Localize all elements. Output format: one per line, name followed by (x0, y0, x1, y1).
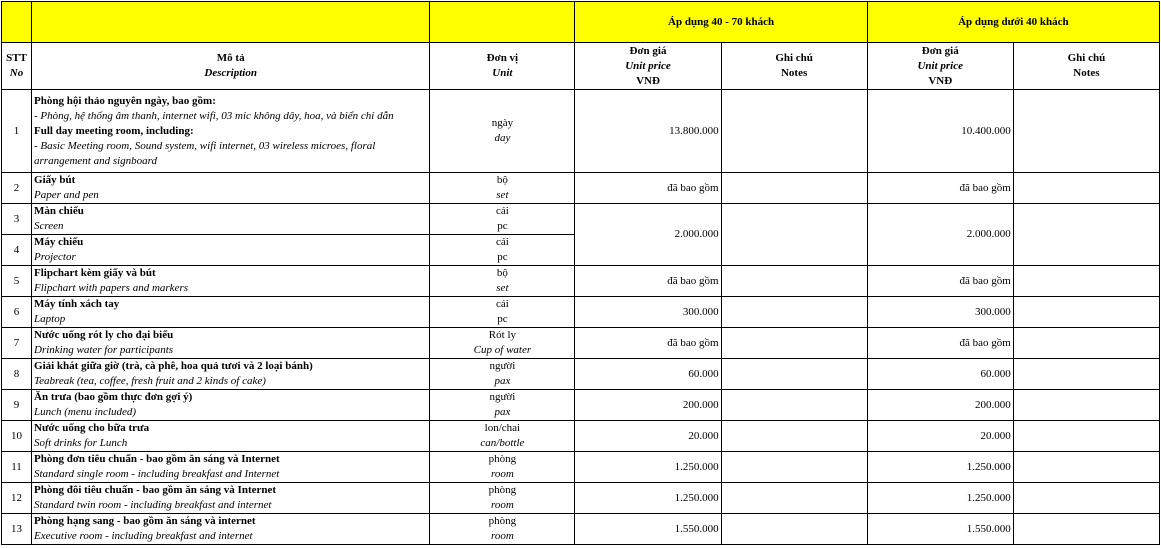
row-price-under-40: 300.000 (867, 297, 1013, 328)
row-number: 2 (2, 173, 32, 204)
row-price-40-70: 300.000 (575, 297, 721, 328)
row-notes-40-70 (721, 483, 867, 514)
row-description (32, 421, 430, 452)
row-price-40-70: 1.550.000 (575, 514, 721, 545)
header-blank-unit (430, 2, 575, 43)
row-description (32, 173, 430, 204)
row-unit (430, 390, 575, 421)
row-number: 12 (2, 483, 32, 514)
description-en: Lunch (menu included) (34, 406, 137, 418)
unitprice-label: Unit price (625, 59, 671, 72)
unit-vn: cái (495, 298, 509, 310)
row-description (32, 359, 430, 390)
row-unit (430, 90, 575, 173)
description-vn: Phòng đơn tiêu chuẩn - bao gồm ăn sáng và Internet (34, 453, 280, 465)
description-en: Standard single room - including breakfast and Internet (34, 468, 280, 480)
unit-en: pc (497, 313, 508, 325)
unit-label: Unit (492, 67, 513, 79)
vnd-label: VNĐ (636, 74, 660, 87)
row-notes-under-40 (1013, 514, 1159, 545)
row-description (32, 266, 430, 297)
unit-en: pc (497, 220, 508, 232)
price-table (1, 1, 1160, 545)
description-vn: Giấy bút (34, 174, 76, 186)
description-en: Soft drinks for Lunch (34, 437, 128, 449)
row-number: 11 (2, 452, 32, 483)
ghichu-label: Ghi chú (775, 52, 813, 64)
row-price-under-40: 1.250.000 (867, 483, 1013, 514)
row-notes-under-40 (1013, 173, 1159, 204)
row-price-under-40: đã bao gồm (867, 328, 1013, 359)
row-unit (430, 514, 575, 545)
row-price-40-70: đã bao gồm (575, 266, 721, 297)
ghichu-label: Ghi chú (1067, 52, 1106, 64)
row-number: 7 (2, 328, 32, 359)
column-header-unit (430, 43, 575, 90)
table-row (2, 297, 1160, 328)
row-unit (430, 421, 575, 452)
table-row (2, 328, 1160, 359)
row-notes-40-70 (721, 390, 867, 421)
row-notes-40-70 (721, 328, 867, 359)
row-notes-under-40 (1013, 266, 1159, 297)
row-price-under-40: 1.250.000 (867, 452, 1013, 483)
donvi-label: Đơn vị (486, 52, 519, 64)
row-number: 3 (2, 204, 32, 235)
row-notes-40-70 (721, 173, 867, 204)
column-header-unit-price-1 (575, 43, 721, 90)
unit-en: set (496, 282, 509, 294)
unit-en: Cup of water (473, 344, 532, 356)
no-label: No (9, 67, 24, 79)
description-en: Screen (34, 220, 64, 232)
row-price-40-70: đã bao gồm (575, 328, 721, 359)
row-price-40-70: 1.250.000 (575, 483, 721, 514)
table-row (2, 204, 1160, 235)
unit-en: day (494, 132, 511, 144)
merged-notes-under-40 (1013, 204, 1159, 266)
row-unit (430, 483, 575, 514)
row-description (32, 90, 430, 173)
table-row (2, 173, 1160, 204)
row-notes-40-70 (721, 452, 867, 483)
mota-label: Mô tả (216, 52, 245, 64)
row-number: 6 (2, 297, 32, 328)
row-price-40-70: 60.000 (575, 359, 721, 390)
table-row (2, 514, 1160, 545)
row-notes-40-70 (721, 359, 867, 390)
row-description (32, 204, 430, 235)
row-number: 1 (2, 90, 32, 173)
unit-vn: Rót ly (488, 329, 516, 341)
row-unit (430, 328, 575, 359)
unit-vn: người (489, 391, 516, 403)
description-en: Teabreak (tea, coffee, fresh fruit and 2 kinds of cake) (34, 375, 266, 387)
description-en: Standard twin room - including breakfast and internet (34, 499, 272, 511)
row-price-40-70: đã bao gồm (575, 173, 721, 204)
row-notes-40-70 (721, 421, 867, 452)
table-row (2, 483, 1160, 514)
unit-vn: người (489, 360, 516, 372)
table-row (2, 452, 1160, 483)
row-unit (430, 297, 575, 328)
dongia-label: Đơn giá (921, 44, 959, 57)
vnd-label: VNĐ (928, 74, 953, 87)
row-price-under-40: 200.000 (867, 390, 1013, 421)
group-header-40-70: Áp dụng 40 - 70 khách (575, 2, 867, 43)
row-notes-under-40 (1013, 452, 1159, 483)
table-row (2, 421, 1160, 452)
unit-en: set (496, 189, 509, 201)
description-en-title: Full day meeting room, including: (34, 124, 194, 137)
row-number: 8 (2, 359, 32, 390)
dongia-label: Đơn giá (629, 44, 667, 57)
row-notes-under-40 (1013, 90, 1159, 173)
header-blank-stt (2, 2, 32, 43)
description-en: Laptop (34, 313, 66, 325)
merged-price-under-40: 2.000.000 (867, 204, 1013, 266)
notes-label: Notes (780, 67, 808, 79)
row-notes-under-40 (1013, 390, 1159, 421)
row-notes-under-40 (1013, 421, 1159, 452)
row-unit (430, 452, 575, 483)
description-vn: Máy tính xách tay (34, 298, 120, 310)
description-vn: Giải khát giữa giờ (trà, cà phê, hoa quả tươi và 2 loại bánh) (34, 360, 313, 372)
description-en: Projector (34, 251, 76, 263)
table-row (2, 90, 1160, 173)
unit-vn: phòng (488, 453, 517, 465)
unitprice-label: Unit price (917, 59, 963, 72)
row-notes-under-40 (1013, 359, 1159, 390)
unit-en: pax (494, 375, 511, 387)
unit-en: pc (497, 251, 508, 263)
header-group-row (2, 2, 1160, 43)
row-unit (430, 359, 575, 390)
row-number: 5 (2, 266, 32, 297)
unit-vn: phòng (488, 484, 517, 496)
row-price-under-40: 60.000 (867, 359, 1013, 390)
merged-notes-40-70 (721, 204, 867, 266)
column-header-stt (2, 43, 32, 90)
table-row (2, 266, 1160, 297)
description-en-detail: - Basic Meeting room, Sound system, wifi internet, 03 wireless microes, floral arrangement and signboard (34, 139, 376, 167)
table-row (2, 390, 1160, 421)
row-unit (430, 266, 575, 297)
description-en: Paper and pen (34, 189, 99, 201)
column-header-notes-2 (1013, 43, 1159, 90)
column-header-notes-1 (721, 43, 867, 90)
column-header-description (32, 43, 430, 90)
unit-en: room (490, 530, 514, 542)
row-notes-under-40 (1013, 297, 1159, 328)
description-vn: Máy chiếu (34, 236, 84, 248)
unit-vn: bộ (496, 267, 508, 279)
description-vn: Nước uống rót ly cho đại biểu (34, 329, 174, 341)
row-notes-40-70 (721, 266, 867, 297)
description-en: Drinking water for participants (34, 344, 174, 356)
row-unit (430, 173, 575, 204)
description-vn-detail: - Phòng, hệ thống âm thanh, internet wifi, 03 mic không dây, hoa, và biển chỉ dẫn (34, 109, 394, 122)
row-number: 4 (2, 235, 32, 266)
row-price-under-40: đã bao gồm (867, 173, 1013, 204)
row-description (32, 390, 430, 421)
row-unit (430, 235, 575, 266)
description-vn: Phòng đôi tiêu chuẩn - bao gồm ăn sáng và Internet (34, 484, 277, 496)
row-number: 10 (2, 421, 32, 452)
unit-vn: lon/chai (484, 422, 521, 434)
row-notes-40-70 (721, 297, 867, 328)
row-notes-under-40 (1013, 328, 1159, 359)
unit-en: room (490, 468, 514, 480)
row-notes-40-70 (721, 90, 867, 173)
header-blank-desc (32, 2, 430, 43)
description-vn: Màn chiếu (34, 205, 84, 217)
description-en: Flipchart with papers and markers (34, 282, 189, 294)
column-header-unit-price-2 (867, 43, 1013, 90)
row-price-under-40: đã bao gồm (867, 266, 1013, 297)
row-price-40-70: 200.000 (575, 390, 721, 421)
notes-label: Notes (1073, 67, 1100, 79)
row-notes-40-70 (721, 514, 867, 545)
row-description (32, 452, 430, 483)
unit-vn: cái (495, 205, 509, 217)
row-description (32, 328, 430, 359)
row-price-40-70: 1.250.000 (575, 452, 721, 483)
row-price-under-40: 10.400.000 (867, 90, 1013, 173)
row-notes-under-40 (1013, 483, 1159, 514)
description-en: Executive room - including breakfast and internet (34, 530, 253, 542)
row-price-under-40: 20.000 (867, 421, 1013, 452)
unit-en: can/bottle (480, 437, 525, 449)
unit-vn: phòng (488, 515, 517, 527)
row-description (32, 297, 430, 328)
row-unit (430, 204, 575, 235)
row-price-40-70: 20.000 (575, 421, 721, 452)
group-header-under-40: Áp dụng dưới 40 khách (867, 2, 1159, 43)
description-label: Description (204, 67, 257, 79)
table-row (2, 359, 1160, 390)
description-vn: Flipchart kèm giấy và bút (34, 267, 156, 279)
unit-vn: ngày (491, 117, 514, 129)
row-price-40-70: 13.800.000 (575, 90, 721, 173)
unit-en: room (490, 499, 514, 511)
description-vn: Nước uống cho bữa trưa (34, 422, 150, 434)
row-description (32, 514, 430, 545)
unit-vn: bộ (496, 174, 508, 186)
description-vn-title: Phòng hội thảo nguyên ngày, bao gồm: (34, 94, 216, 107)
row-number: 13 (2, 514, 32, 545)
merged-price-40-70: 2.000.000 (575, 204, 721, 266)
row-description (32, 235, 430, 266)
header-column-row (2, 43, 1160, 90)
description-vn: Phòng hạng sang - bao gồm ăn sáng và internet (34, 515, 256, 527)
row-number: 9 (2, 390, 32, 421)
row-description (32, 483, 430, 514)
unit-vn: cái (495, 236, 509, 248)
description-vn: Ăn trưa (bao gồm thực đơn gợi ý) (34, 391, 193, 403)
row-price-under-40: 1.550.000 (867, 514, 1013, 545)
stt-label: STT (6, 52, 27, 64)
unit-en: pax (494, 406, 511, 418)
